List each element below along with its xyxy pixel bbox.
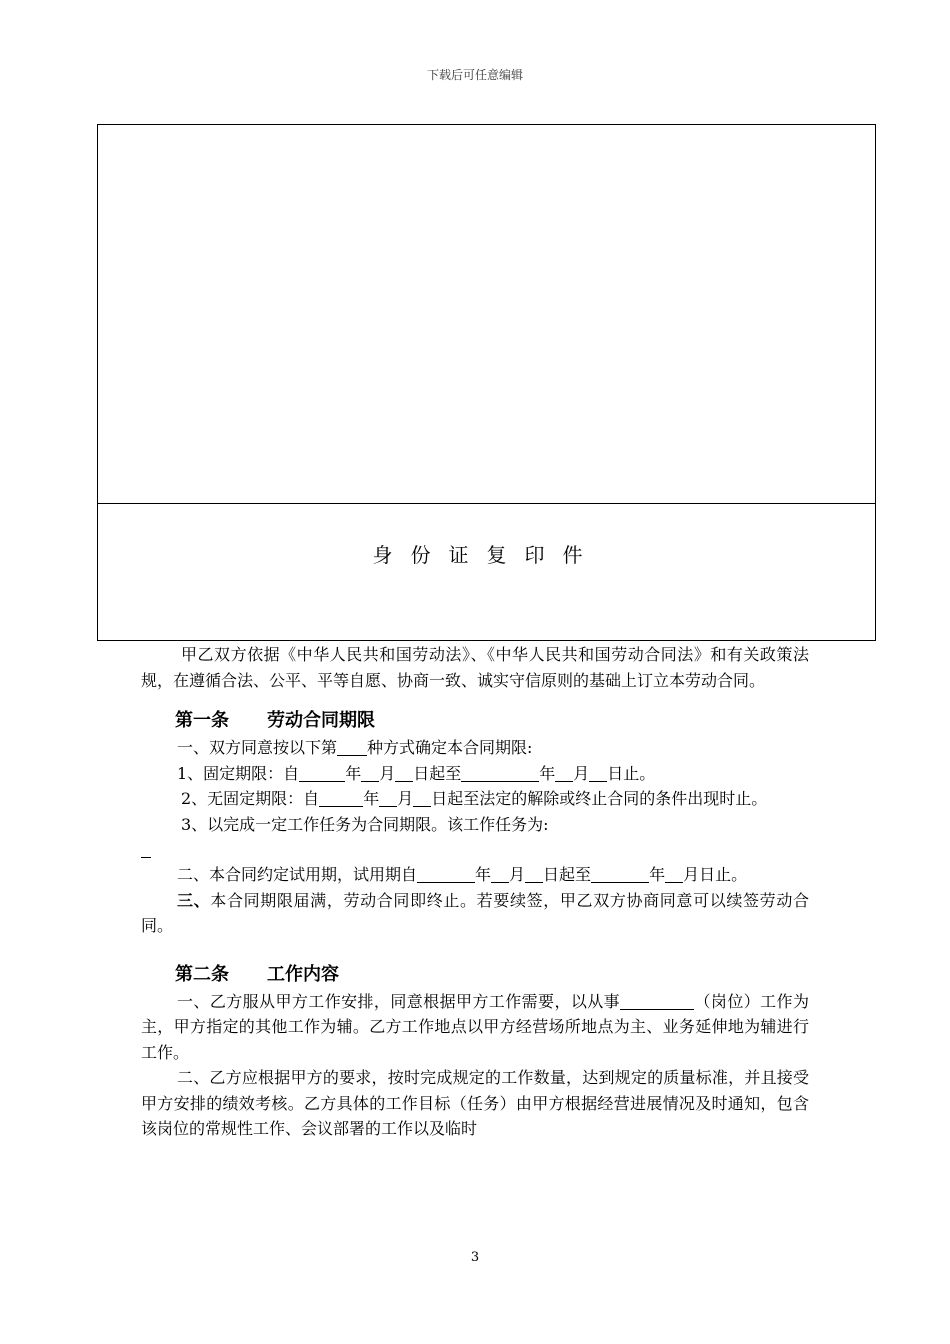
article-1-number: 第一条 bbox=[175, 710, 229, 731]
work-task-blank-line bbox=[141, 837, 809, 862]
blank-field[interactable] bbox=[417, 864, 475, 883]
preamble: 甲乙双方依据《中华人民共和国劳动法》、《中华人民共和国劳动合同法》和有关政策法规，在遵循合法、公平、平等自愿、协商一致、诚实守信原则的基础上订立本劳动合同。 bbox=[141, 645, 809, 690]
article-2-number: 第二条 bbox=[175, 963, 229, 985]
blank-field[interactable] bbox=[591, 864, 649, 883]
article-1-item-3: 三、本合同期限届满，劳动合同即终止。若要续签，甲乙双方协商同意可以续签劳动合同。 bbox=[141, 890, 809, 935]
blank-field[interactable] bbox=[299, 763, 345, 782]
blank-field[interactable] bbox=[525, 864, 543, 883]
article-1-item-2: 二、本合同约定试用期，试用期自 年 月 日起至 年 月日止。 bbox=[177, 865, 748, 884]
blank-field[interactable] bbox=[395, 763, 413, 782]
blank-field[interactable] bbox=[555, 763, 573, 782]
blank-field[interactable] bbox=[665, 864, 683, 883]
article-1-item-1: 一、双方同意按以下第 种方式确定本合同期限: bbox=[177, 738, 533, 757]
article-2-item-2: 二、乙方应根据甲方的要求，按时完成规定的工作数量，达到规定的质量标准，并且接受甲方安排的绩效考核。乙方具体的工作目标（任务）由甲方根据经营进展情况及时通知，包含该岗位的常规性工作、会议部署的工作以及临时 bbox=[141, 1068, 809, 1138]
blank-field[interactable] bbox=[620, 991, 694, 1010]
id-card-caption: 身份证复印件 bbox=[372, 543, 601, 567]
article-1-heading bbox=[141, 707, 809, 735]
page-header: 下载后可任意编辑 bbox=[426, 68, 523, 82]
article-2-item-1: 一、乙方服从甲方工作安排，同意根据甲方工作需要，以从事 （岗位）工作为主，甲方指定的其他工作为辅。乙方工作地点以甲方经营场所地点为主、业务延伸地为辅进行工作。 bbox=[141, 991, 809, 1062]
blank-field[interactable] bbox=[461, 763, 539, 782]
blank-field[interactable] bbox=[361, 763, 379, 782]
blank-field[interactable] bbox=[141, 839, 151, 858]
blank-field[interactable] bbox=[589, 763, 607, 782]
blank-field[interactable] bbox=[337, 737, 367, 756]
article-1-item-1-1: 1、固定期限：自 年 月 日起至 年 月 日止。 bbox=[177, 763, 656, 783]
id-card-box bbox=[97, 124, 876, 641]
article-2-title: 工作内容 bbox=[267, 963, 339, 985]
blank-field[interactable] bbox=[413, 788, 431, 807]
article-1-item-1-3: 3、以完成一定工作任务为合同期限。该工作任务为: bbox=[181, 814, 549, 834]
article-1-title: 劳动合同期限 bbox=[267, 710, 375, 731]
article-1-item-1-2: 2、无固定期限：自 年 月 日起至法定的解除或终止合同的条件出现时止。 bbox=[181, 789, 768, 808]
blank-field[interactable] bbox=[379, 788, 397, 807]
page-number: 3 bbox=[470, 1250, 480, 1265]
blank-field[interactable] bbox=[491, 864, 509, 883]
box-divider bbox=[98, 503, 875, 504]
blank-field[interactable] bbox=[319, 788, 363, 807]
contract-body bbox=[141, 642, 809, 1142]
article-2-heading bbox=[141, 961, 809, 989]
